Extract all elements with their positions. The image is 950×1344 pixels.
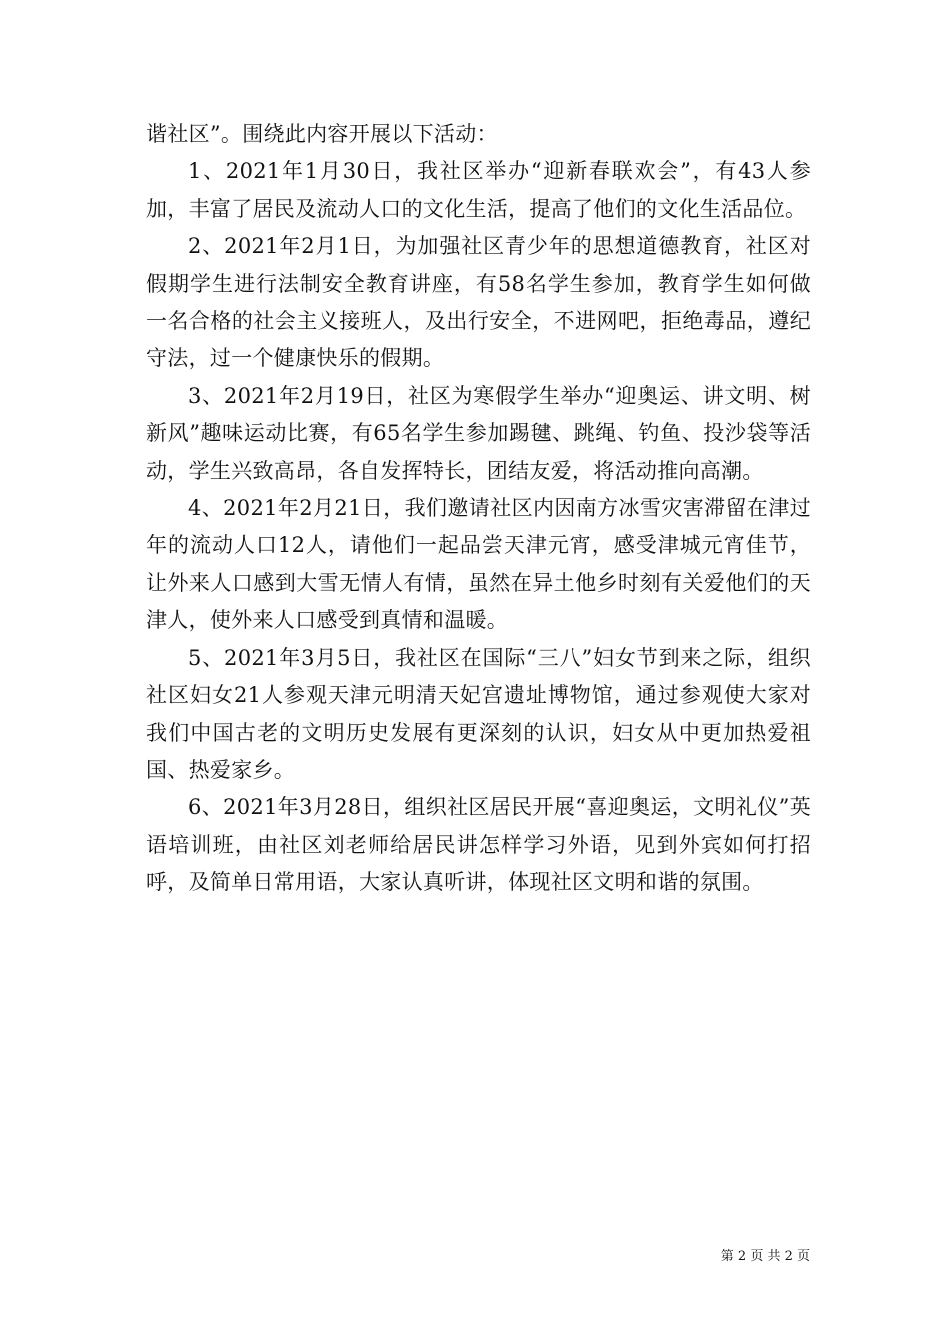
paragraph-activity-4: 4、2021年2月21日，我们邀请社区内因南方冰雪灾害滞留在津过年的流动人口12人，请他们一起品尝天津元宵，感受津城元宵佳节，让外来人口感到大雪无情人有情，虽然在异土他乡时刻有关爱他们的天津人，使外来人口感受到真情和温暖。 — [146, 496, 811, 633]
paragraph-activity-3: 3、2021年2月19日，社区为寒假学生举办“迎奥运、讲文明、树新风”趣味运动比赛，有65名学生参加踢毽、跳绳、钓鱼、投沙袋等活动，学生兴致高昂，各自发挥特长，团结友爱，将活动推向高潮。 — [146, 383, 811, 483]
paragraph-activity-6: 6、2021年3月28日，组织社区居民开展“喜迎奥运，文明礼仪”英语培训班，由社区刘老师给居民讲怎样学习外语，见到外宾如何打招呼，及简单日常用语，大家认真听讲，体现社区文明和谐的氛围。 — [146, 795, 811, 895]
paragraph-activity-2: 2、2021年2月1日，为加强社区青少年的思想道德教育，社区对假期学生进行法制安全教育讲座，有58名学生参加，教育学生如何做一名合格的社会主义接班人，及出行安全，不进网吧，拒绝毒品，遵纪守法，过一个健康快乐的假期。 — [146, 234, 811, 371]
paragraph-activity-1: 1、2021年1月30日，我社区举办“迎新春联欢会”，有43人参加，丰富了居民及流动人口的文化生活，提高了他们的文化生活品位。 — [146, 159, 811, 221]
page-number-footer: 第 2 页 共 2 页 — [720, 1249, 810, 1264]
paragraph-continuation: 谐社区”。围绕此内容开展以下活动： — [146, 122, 498, 146]
document-body — [146, 116, 811, 902]
paragraph-activity-5: 5、2021年3月5日，我社区在国际“三八”妇女节到来之际，组织社区妇女21人参观天津元明清天妃宫遗址博物馆，通过参观使大家对我们中国古老的文明历史发展有更深刻的认识，妇女从中更加热爱祖国、热爱家乡。 — [146, 645, 811, 782]
